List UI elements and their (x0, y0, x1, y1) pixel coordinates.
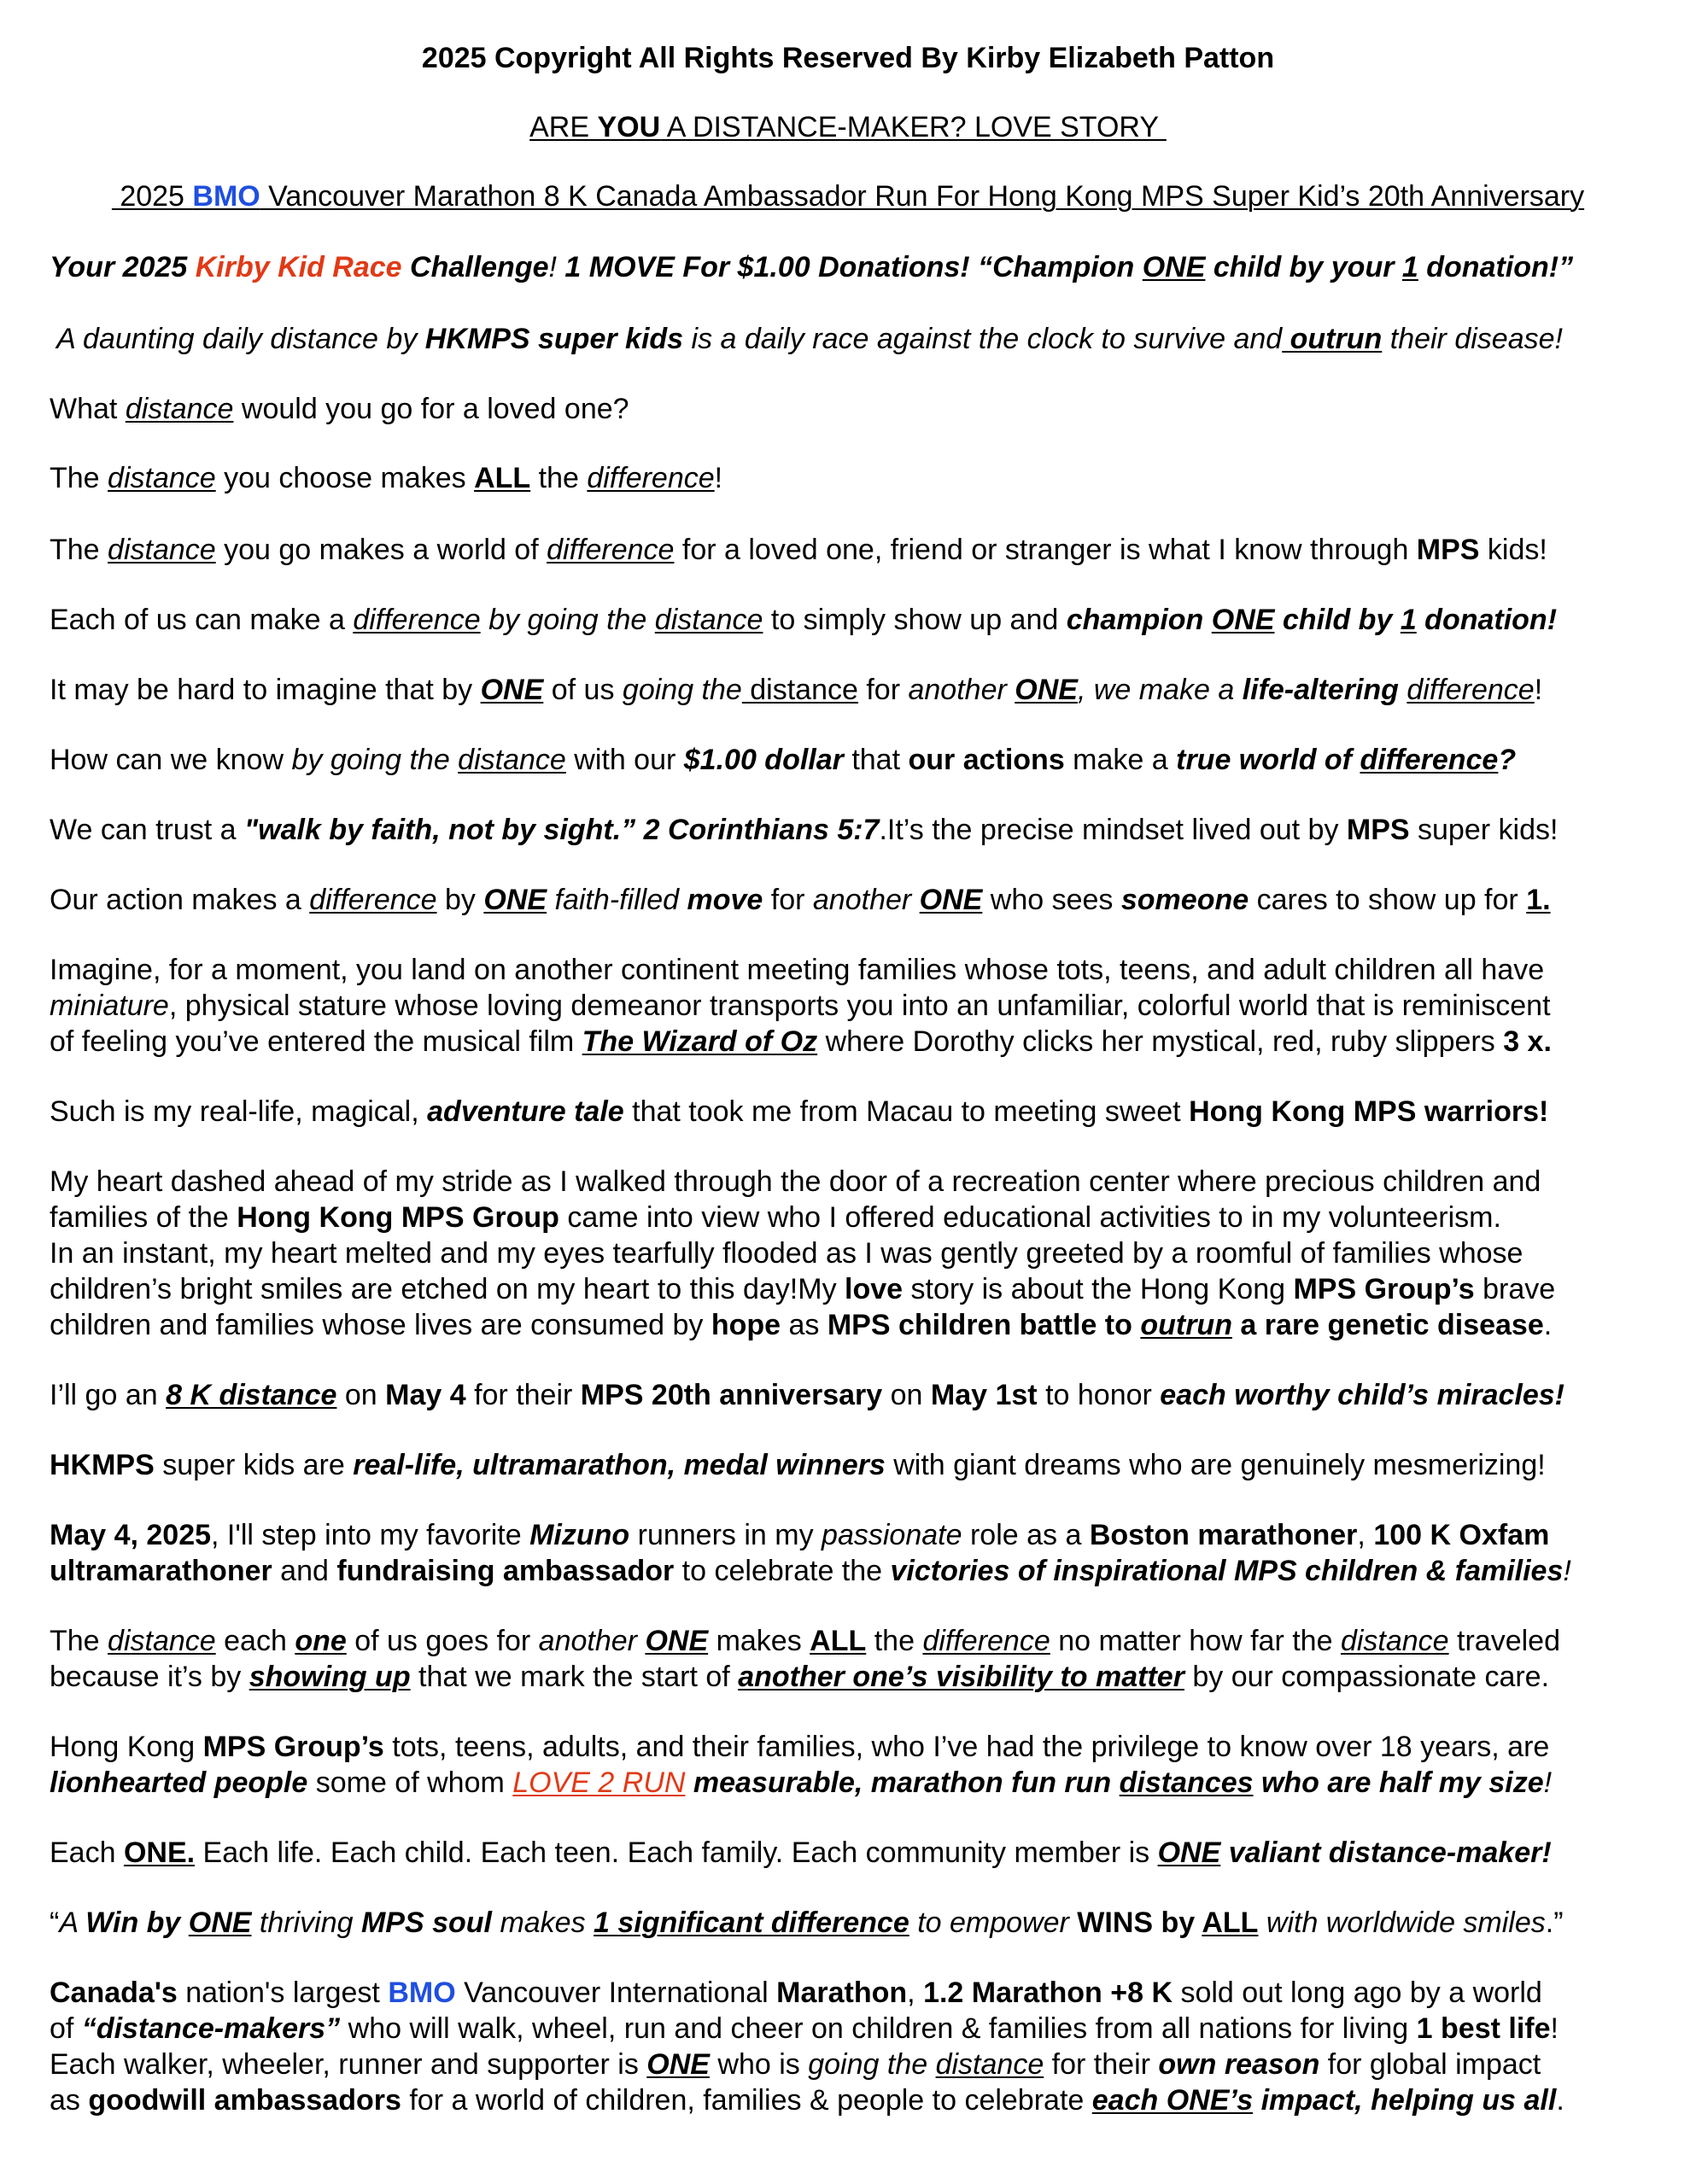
paragraph-super-kids: HKMPS super kids are real-life, ultramarathon, medal winners with giant dreams who are genuinely mesmerizing! (50, 1449, 1546, 1481)
paragraph-distance-each-line-1: The distance each one of us goes for another ONE makes ALL the difference no matter how far the distance traveled (50, 1625, 1560, 1657)
paragraph-imagine-hard: It may be hard to imagine that by ONE of us going the distance for another ONE, we make a life-altering difference! (50, 674, 1543, 706)
paragraph-may-4-line-2: ultramarathoner and fundraising ambassador to celebrate the victories of inspirational MPS children & families! (50, 1555, 1571, 1587)
paragraph-canada-line-2: of “distance-makers” who will walk, wheel, run and cheer on children & families from all nations for living 1 best life! (50, 2012, 1559, 2045)
paragraph-canada-line-3: Each walker, wheeler, runner and supporter is ONE who is going the distance for their own reason for global impact (50, 2048, 1541, 2081)
paragraph-our-action: Our action makes a difference by ONE faith-filled move for another ONE who sees someone cares to show up for 1. (50, 884, 1551, 916)
paragraph-how-can-we-know: How can we know by going the distance with our $1.00 dollar that our actions make a true world of difference? (50, 744, 1517, 776)
title-text: ARE (529, 111, 598, 143)
paragraph-heart-line-2: families of the Hong Kong MPS Group came into view who I offered educational activities to in my volunteerism. (50, 1201, 1501, 1234)
paragraph-win-by-one-quote: “A Win by ONE thriving MPS soul makes 1 significant difference to empower WINS by ALL with worldwide smiles.” (50, 1907, 1564, 1939)
subtitle-text: 2025 (111, 180, 193, 213)
love-2-run: LOVE 2 RUN (512, 1766, 686, 1799)
paragraph-distance-each-line-2: because it’s by showing up that we mark the start of another one’s visibility to matter by our compassionate care. (50, 1661, 1550, 1693)
paragraph-heart-line-1: My heart dashed ahead of my stride as I walked through the door of a recreation center where precious children and (50, 1165, 1541, 1198)
bmo-brand: BMO (192, 180, 260, 213)
paragraph-heart-line-4: children’s bright smiles are etched on my heart to this day!My love story is about the Hong Kong MPS Group’s brave (50, 1273, 1556, 1305)
paragraph-walk-by-faith: We can trust a "walk by faith, not by sight.” 2 Corinthians 5:7.It’s the precise mindset lived out by MPS super kids! (50, 814, 1559, 846)
paragraph-imagine-line-1: Imagine, for a moment, you land on another continent meeting families whose tots, teens, and adult children all have (50, 954, 1545, 986)
paragraph-choose: The distance you choose makes ALL the difference! (50, 462, 723, 494)
paragraph-what-distance: What distance would you go for a loved one? (50, 393, 629, 425)
bmo-brand: BMO (388, 1977, 456, 2009)
paragraph-canada-line-1: Canada's nation's largest BMO Vancouver International Marathon, 1.2 Marathon +8 K sold out long ago by a world (50, 1977, 1542, 2009)
title-text: A DISTANCE-MAKER? LOVE STORY (660, 111, 1167, 143)
kirby-kid-race: Kirby Kid Race (195, 251, 402, 283)
subtitle-text: Vancouver Marathon 8 K Canada Ambassador Run For Hong Kong MPS Super Kid’s 20th Anniversary (260, 180, 1585, 213)
paragraph-may-4-line-1: May 4, 2025, I'll step into my favorite Mizuno runners in my passionate role as a Boston marathoner, 100 K Oxfam (50, 1519, 1550, 1551)
paragraph-imagine-line-2: miniature, physical stature whose loving demeanor transports you into an unfamiliar, colorful world that is reminiscent (50, 990, 1551, 1022)
paragraph-mps-group-line-1: Hong Kong MPS Group’s tots, teens, adults, and their families, who I’ve had the privilege to know over 18 years, are (50, 1731, 1550, 1763)
title-line (50, 110, 1646, 144)
subtitle-line (50, 179, 1646, 213)
paragraph-challenge: Your 2025 Kirby Kid Race Challenge! 1 MOVE For $1.00 Donations! “Champion ONE child by your 1 donation!” (50, 251, 1574, 283)
paragraph-8k-distance: I’ll go an 8 K distance on May 4 for their MPS 20th anniversary on May 1st to honor each worthy child’s miracles! (50, 1379, 1564, 1411)
paragraph-each-one: Each ONE. Each life. Each child. Each teen. Each family. Each community member is ONE valiant distance-maker! (50, 1837, 1552, 1869)
title-you: YOU (597, 111, 661, 143)
paragraph-adventure-tale: Such is my real-life, magical, adventure tale that took me from Macau to meeting sweet Hong Kong MPS warriors! (50, 1095, 1549, 1128)
paragraph-canada-line-4: as goodwill ambassadors for a world of children, families & people to celebrate each ONE’s impact, helping us all. (50, 2084, 1564, 2117)
paragraph-daunting: A daunting daily distance by HKMPS super kids is a daily race against the clock to survive and outrun their disease! (50, 323, 1563, 355)
paragraph-mps-group-line-2: lionhearted people some of whom LOVE 2 RUN measurable, marathon fun run distances who are half my size! (50, 1766, 1553, 1799)
paragraph-heart-line-3: In an instant, my heart melted and my eyes tearfully flooded as I was gently greeted by a roomful of families whose (50, 1237, 1523, 1270)
paragraph-world-of-difference: The distance you go makes a world of difference for a loved one, friend or stranger is what I know through MPS kids! (50, 534, 1547, 566)
paragraph-imagine-line-3: of feeling you’ve entered the musical film The Wizard of Oz where Dorothy clicks her mystical, red, ruby slippers 3 x. (50, 1025, 1552, 1058)
paragraph-each-of-us: Each of us can make a difference by going the distance to simply show up and champion ONE child by 1 donation! (50, 604, 1558, 636)
paragraph-heart-line-5: children and families whose lives are consumed by hope as MPS children battle to outrun a rare genetic disease. (50, 1309, 1553, 1341)
copyright-line: 2025 Copyright All Rights Reserved By Kirby Elizabeth Patton (421, 42, 1275, 74)
